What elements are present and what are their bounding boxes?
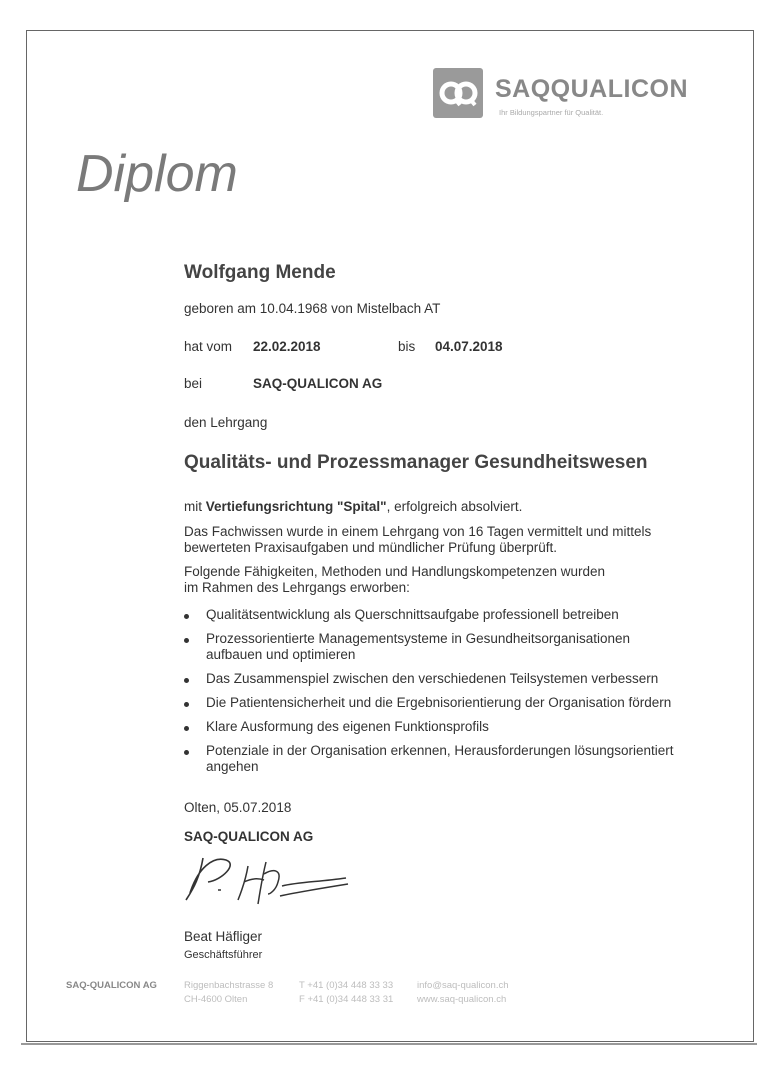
competency-item: Die Patientensicherheit und die Ergebnisorientierung der Organisation fördern	[206, 695, 672, 710]
logo-tagline: Ihr Bildungspartner für Qualität.	[499, 108, 604, 117]
period-to-label: bis	[398, 339, 416, 354]
spec-prefix: mit	[184, 499, 206, 514]
footer-address-line: Riggenbachstrasse 8	[184, 980, 274, 991]
competency-item-cont: aufbauen und optimieren	[206, 647, 356, 662]
bullet-icon	[184, 702, 189, 707]
bullet-icon	[184, 726, 189, 731]
competency-item: Potenziale in der Organisation erkennen, Herausforderungen lösungsorientiert	[206, 743, 674, 758]
signatory-name: Beat Häfliger	[184, 929, 263, 944]
period-to-date: 04.07.2018	[435, 339, 503, 354]
footer-phone: T +41 (0)34 448 33 33	[299, 980, 394, 991]
bullet-icon	[184, 638, 189, 643]
place-date: Olten, 05.07.2018	[184, 800, 292, 815]
footer-address-line: CH-4600 Olten	[184, 994, 248, 1005]
spec-suffix: , erfolgreich absolviert.	[386, 499, 523, 514]
recipient-name: Wolfgang Mende	[184, 262, 336, 283]
page-border-shadow	[21, 1043, 757, 1045]
description-line: Folgende Fähigkeiten, Methoden und Handlungskompetenzen wurden	[184, 564, 606, 579]
bullet-icon	[184, 750, 189, 755]
competency-item: Das Zusammenspiel zwischen den verschiedenen Teilsystemen verbessern	[206, 671, 659, 686]
spec-name: Vertiefungsrichtung "Spital"	[205, 499, 387, 514]
course-name: Qualitäts- und Prozessmanager Gesundheitswesen	[184, 452, 648, 473]
description-line: Das Fachwissen wurde in einem Lehrgang von 16 Tagen vermittelt und mittels	[184, 524, 652, 539]
bullet-icon	[184, 614, 189, 619]
handwritten-signature	[178, 848, 358, 908]
logo-name: SAQQUALICON	[495, 75, 688, 103]
institution-name: SAQ-QUALICON AG	[253, 376, 383, 391]
course-label: den Lehrgang	[184, 415, 268, 430]
signature-company: SAQ-QUALICON AG	[184, 829, 314, 844]
period-from-label: hat vom	[184, 339, 233, 354]
specialization-line	[184, 499, 522, 514]
competency-item: Prozessorientierte Managementsysteme in Gesundheitsorganisationen	[206, 631, 630, 646]
period-from-date: 22.02.2018	[253, 339, 321, 354]
footer-email: info@saq-qualicon.ch	[417, 980, 509, 991]
birth-line: geboren am 10.04.1968 von Mistelbach AT	[184, 301, 441, 316]
footer-company: SAQ-QUALICON AG	[66, 980, 157, 991]
competency-item: Qualitätsentwicklung als Querschnittsaufgabe professionell betreiben	[206, 607, 619, 622]
institution-label: bei	[184, 376, 203, 391]
footer-website: www.saq-qualicon.ch	[417, 994, 507, 1005]
footer-fax: F +41 (0)34 448 33 31	[299, 994, 394, 1005]
competency-item: Klare Ausformung des eigenen Funktionsprofils	[206, 719, 489, 734]
logo-mark-icon	[433, 68, 483, 118]
signatory-role: Geschäftsführer	[184, 949, 263, 961]
bullet-icon	[184, 678, 189, 683]
description-line: im Rahmen des Lehrgangs erworben:	[184, 580, 410, 595]
document-title: Diplom	[76, 145, 238, 203]
description-line: bewerteten Praxisaufgaben und mündlicher Prüfung überprüft.	[184, 540, 557, 555]
competency-item-cont: angehen	[206, 759, 259, 774]
